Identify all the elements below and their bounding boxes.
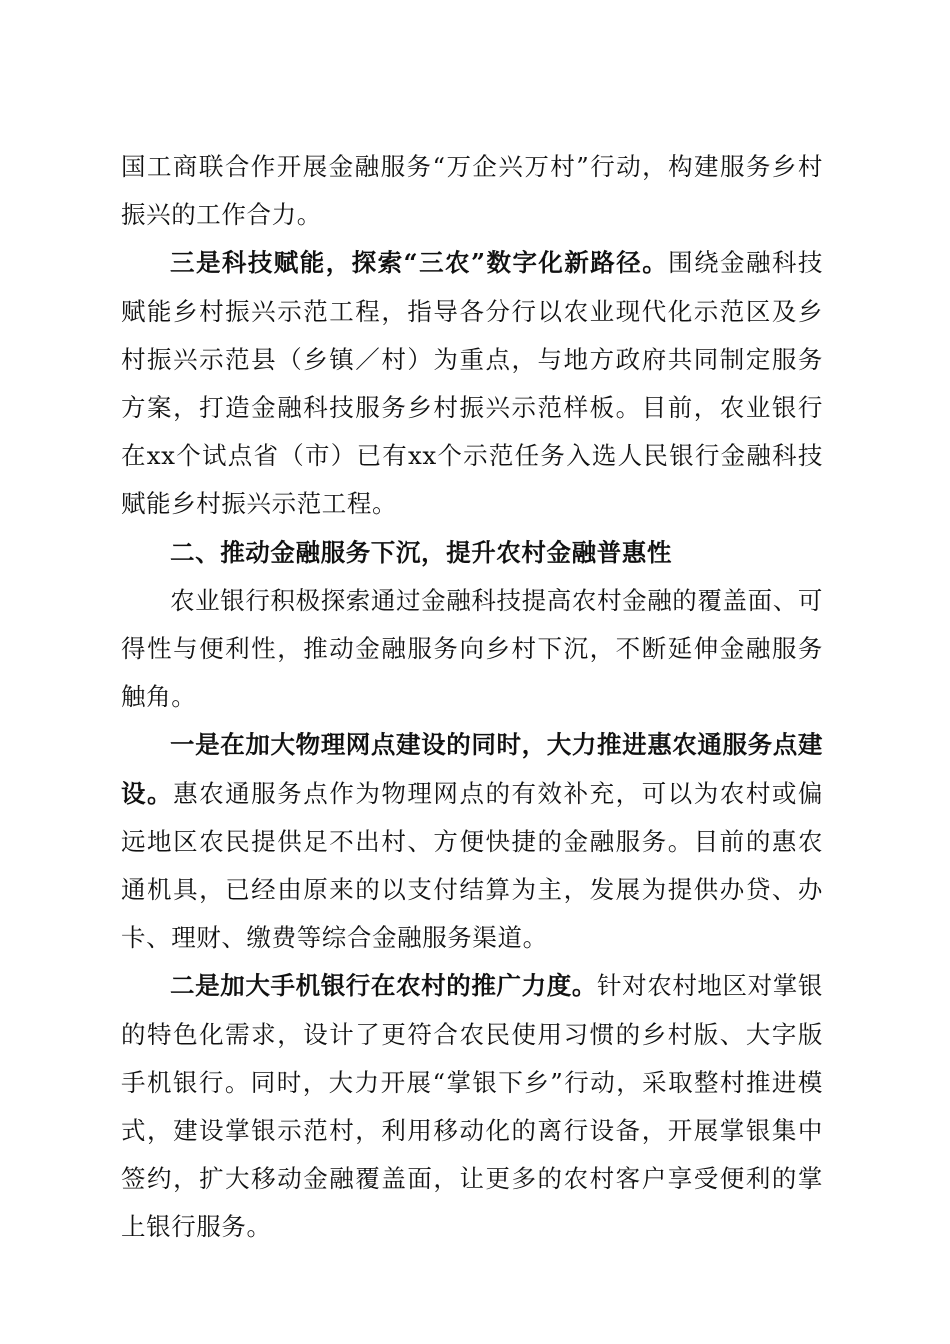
paragraph-continuation: [121, 143, 823, 239]
paragraph-text: 农业银行积极探索通过金融科技提高农村金融的覆盖面、可得性与便利性，推动金融服务向乡村下沉，不断延伸金融服务触角。: [121, 585, 823, 712]
paragraph-service-points: [121, 721, 823, 962]
paragraph-lead: 三是科技赋能，探索“三农”数字化新路径。: [170, 248, 669, 278]
paragraph-tech-empowerment: [121, 239, 823, 528]
paragraph-text: 国工商联合作开展金融服务“万企兴万村”行动，构建服务乡村振兴的工作合力。: [121, 152, 823, 230]
paragraph-mobile-banking: [121, 962, 823, 1251]
paragraph-lead: 一是在加大物理网点建设的同时，大力推进惠农通服务点建设。: [121, 730, 823, 808]
document-body: [121, 143, 823, 1252]
paragraph-text: 惠农通服务点作为物理网点的有效补充，可以为农村或偏远地区农民提供足不出村、方便快捷的金融服务。目前的惠农通机具，已经由原来的以支付结算为主，发展为提供办贷、办卡、理财、缴费等综合金融服务渠道。: [121, 778, 824, 953]
paragraph-text: 针对农村地区对掌银的特色化需求，设计了更符合农民使用习惯的乡村版、大字版手机银行。同时，大力开展“掌银下乡”行动，采取整村推进模式，建设掌银示范村，利用移动化的离行设备，开展掌银集中签约，扩大移动金融覆盖面，让更多的农村客户享受便利的掌上银行服务。: [121, 971, 823, 1242]
paragraph-lead: 二是加大手机银行在农村的推广力度。: [170, 971, 597, 1001]
paragraph-text: 围绕金融科技赋能乡村振兴示范工程，指导各分行以农业现代化示范区及乡村振兴示范县（乡镇／村）为重点，与地方政府共同制定服务方案，打造金融科技服务乡村振兴示范样板。目前，农业银行在xx个试点省（市）已有xx个示范任务入选人民银行金融科技赋能乡村振兴示范工程。: [121, 248, 823, 519]
section-heading: 二、推动金融服务下沉，提升农村金融普惠性: [170, 537, 672, 567]
paragraph-intro: [121, 577, 823, 722]
